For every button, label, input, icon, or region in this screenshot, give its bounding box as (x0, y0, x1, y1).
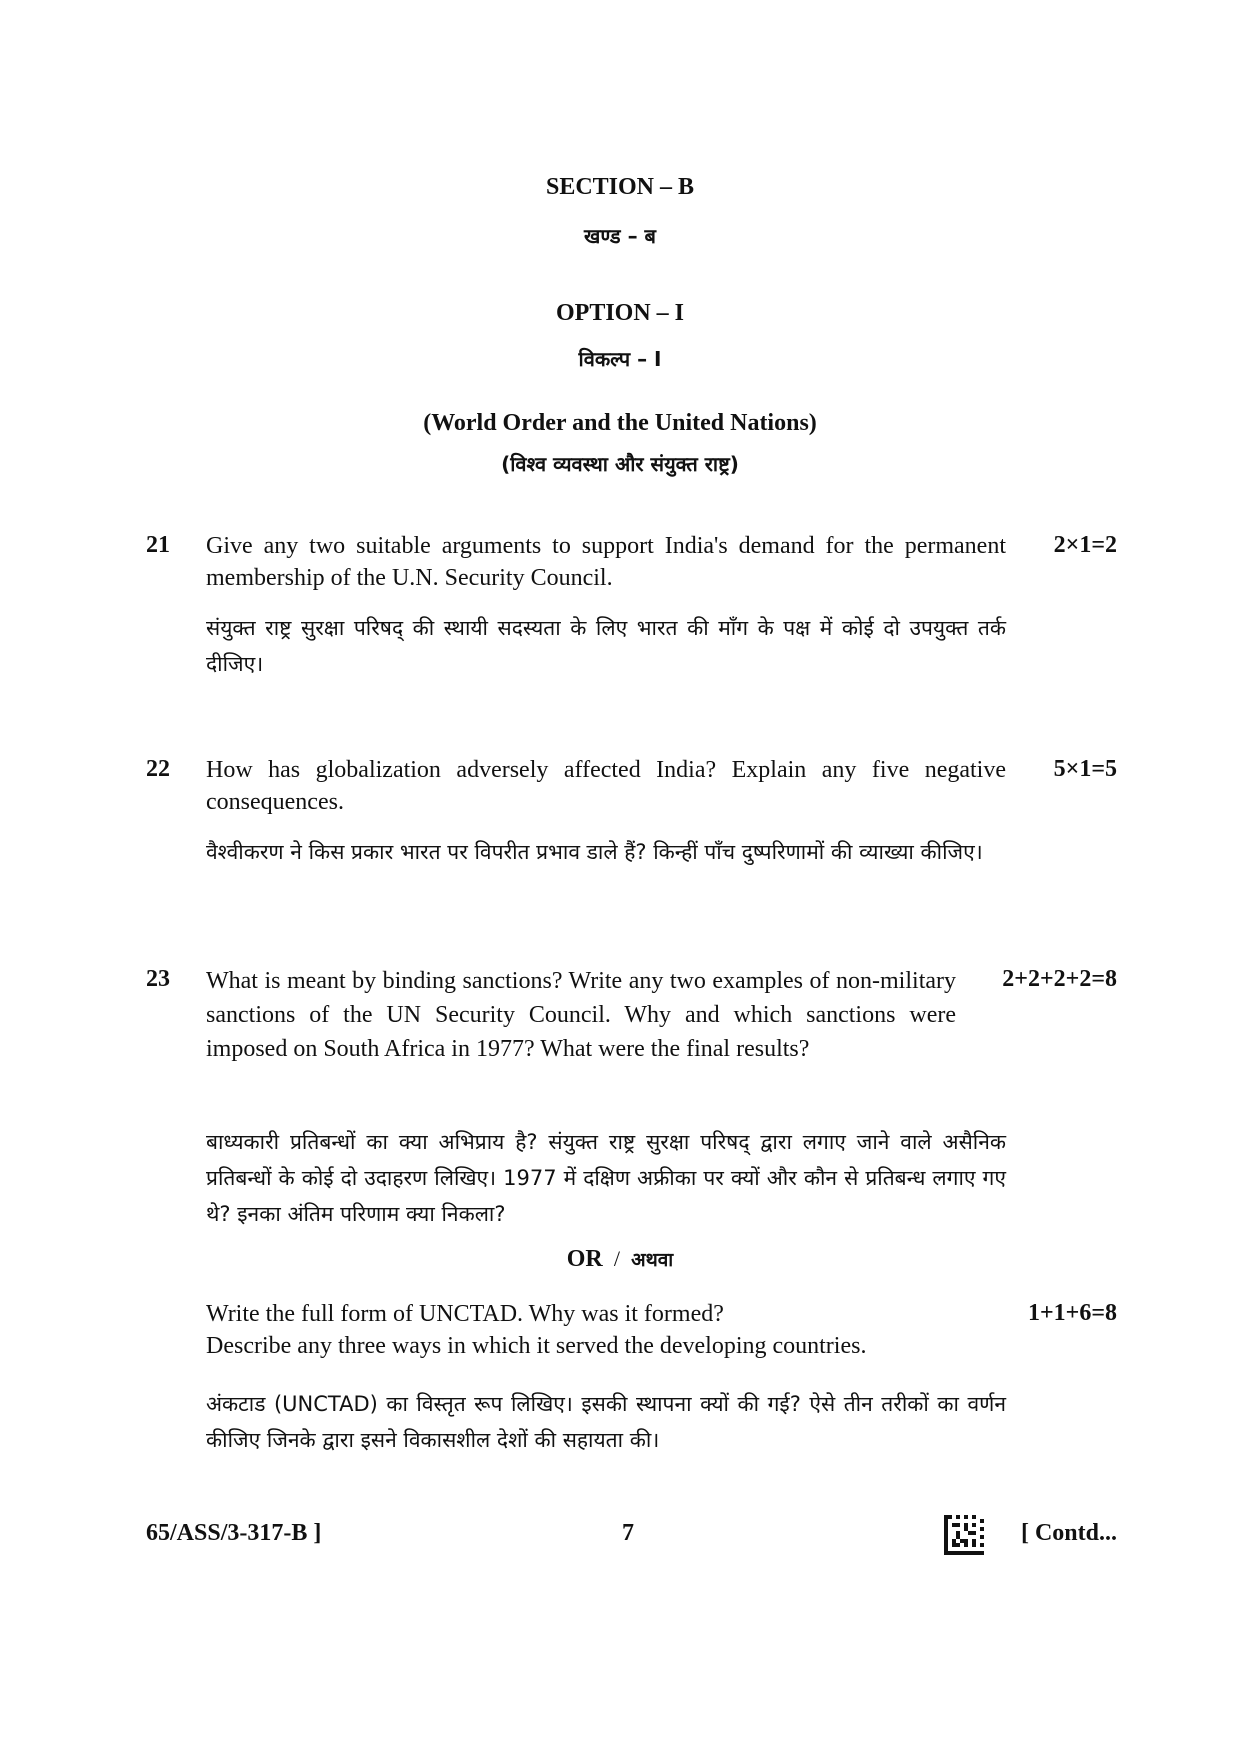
section-title-hindi: खण्ड – ब (584, 224, 656, 248)
or-slash: / (613, 1246, 620, 1271)
page-number: 7 (622, 1520, 634, 1546)
datamatrix-code-icon (944, 1515, 984, 1555)
question-marks: 2×1=2 (1053, 532, 1117, 558)
question-number: 22 (146, 756, 170, 782)
alternative-text-line2: Describe any three ways in which it served the developing countries. (206, 1333, 867, 1359)
alternative-marks: 1+1+6=8 (1027, 1300, 1117, 1326)
question-marks: 2+2+2+2=8 (1002, 966, 1117, 992)
paper-code: 65/ASS/3-317-B ] (146, 1520, 322, 1546)
or-label-hindi: अथवा (631, 1249, 674, 1271)
or-label: OR (566, 1246, 603, 1272)
question-number: 21 (146, 532, 170, 558)
question-text: How has globalization adversely affected India? Explain any five negative consequences. (206, 757, 1006, 815)
question-marks: 5×1=5 (1053, 756, 1117, 782)
or-divider (0, 1246, 1240, 1273)
option-title-hindi: विकल्प – I (578, 347, 662, 371)
question-number: 23 (146, 966, 170, 992)
question-text-hindi: बाध्यकारी प्रतिबन्धों का क्या अभिप्राय है? संयुक्त राष्ट्र सुरक्षा परिषद् द्वारा लगाए जाने वाले असैनिक प्रतिबन्धों के कोई दो उदाहरण लिखिए। 1977 में दक्षिण अफ्रीका पर क्यों और कौन से प्रतिबन्ध लगाए गए थे? इनका अंतिम परिणाम क्या निकला? (206, 1130, 1006, 1226)
continued-label: [ Contd... (1020, 1520, 1117, 1546)
question-text-hindi: संयुक्त राष्ट्र सुरक्षा परिषद् की स्थायी सदस्यता के लिए भारत की माँग के पक्ष में कोई दो उपयुक्त तर्क दीजिए। (206, 616, 1006, 676)
alternative-text-hindi: अंकटाड (UNCTAD) का विस्तृत रूप लिखिए। इसकी स्थापना क्यों की गई? ऐसे तीन तरीकों का वर्णन कीजिए जिनके द्वारा इसने विकासशील देशों की सहायता की। (206, 1392, 1006, 1452)
question-text-hindi: वैश्वीकरण ने किस प्रकार भारत पर विपरीत प्रभाव डाले हैं? किन्हीं पाँच दुष्परिणामों की व्याख्या कीजिए। (206, 840, 983, 864)
question-text: Give any two suitable arguments to support India's demand for the permanent membership of the U.N. Security Council. (206, 533, 1006, 591)
question-text: What is meant by binding sanctions? Write any two examples of non-military sanctions of the UN Security Council. Why and which sanctions were imposed on South Africa in 1977? What were the final results? (206, 968, 956, 1062)
option-title: OPTION – I (555, 300, 684, 326)
alternative-text-line1: Write the full form of UNCTAD. Why was it formed? (206, 1301, 724, 1327)
topic-title-hindi: (विश्व व्यवस्था और संयुक्त राष्ट्र) (501, 452, 739, 476)
topic-title: (World Order and the United Nations) (423, 410, 817, 436)
section-title: SECTION – B (545, 174, 695, 200)
